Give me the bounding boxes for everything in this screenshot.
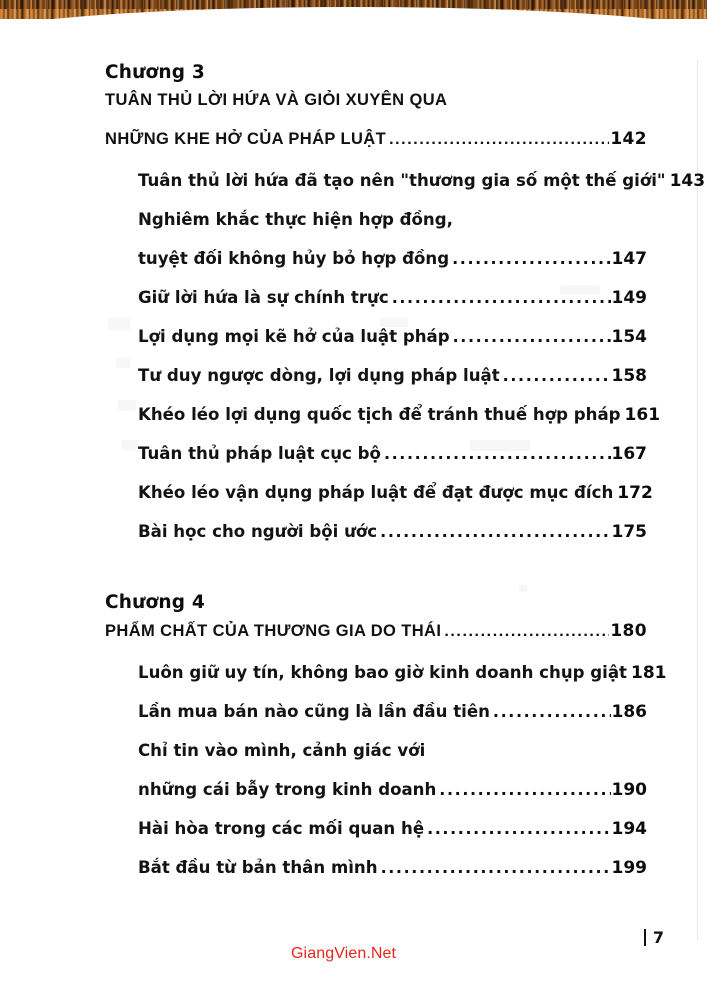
toc-entry-text: Luôn giữ uy tín, không bao giờ kinh doanh chụp giật xyxy=(138,663,627,682)
toc-dot-leader xyxy=(380,524,610,540)
page-folio xyxy=(644,928,664,947)
toc-entry-text: Tư duy ngược dòng, lợi dụng pháp luật xyxy=(138,366,500,385)
toc-entry-row[interactable] xyxy=(138,858,647,878)
toc-entry-text: Bài học cho người bội ước xyxy=(138,522,378,541)
toc-dot-leader xyxy=(452,251,610,267)
toc-entry-text: Khéo léo vận dụng pháp luật để đạt được mục đích xyxy=(138,483,614,502)
toc-page-number: 199 xyxy=(611,858,647,878)
toc-entry-text: Tuân thủ pháp luật cục bộ xyxy=(138,444,381,463)
toc-entry-text: Giữ lời hứa là sự chính trực xyxy=(138,288,389,307)
folio-rule-icon xyxy=(644,929,646,946)
toc-entry-text: những cái bẫy trong kinh doanh xyxy=(138,780,437,799)
toc-entry-row[interactable] xyxy=(138,444,647,464)
toc-page-number: 149 xyxy=(611,288,647,308)
toc-entry-text: Chỉ tin vào mình, cảnh giác với xyxy=(138,741,426,760)
toc-chapter-label[interactable]: Chương 4 xyxy=(105,592,205,613)
toc-entry-text: Tuân thủ lời hứa đã tạo nên "thương gia số một thế giới" xyxy=(138,171,666,190)
toc-entry-row[interactable] xyxy=(138,405,661,425)
toc-entry-text: PHẨM CHẤT CỦA THƯƠNG GIA DO THÁI xyxy=(105,622,442,640)
toc-entry-text: TUÂN THỦ LỜI HỨA VÀ GIỎI XUYÊN QUA xyxy=(105,91,448,109)
toc-entry-row[interactable] xyxy=(138,819,647,839)
toc-chapter-label[interactable]: Chương 3 xyxy=(105,62,205,83)
toc-page-number: 158 xyxy=(611,366,647,386)
toc-page-number: 143 xyxy=(669,171,706,191)
toc-entry-row[interactable] xyxy=(138,210,647,229)
toc-entry-text: Nghiêm khắc thực hiện hợp đồng, xyxy=(138,210,453,229)
toc-entry-row[interactable] xyxy=(138,483,653,503)
toc-entry-text: Bắt đầu từ bản thân mình xyxy=(138,858,378,877)
toc-page-number: 154 xyxy=(611,327,647,347)
toc-entry-row[interactable] xyxy=(138,741,647,760)
toc-dot-leader xyxy=(453,329,611,345)
toc-entry-row[interactable] xyxy=(138,366,647,386)
toc-entry-row[interactable] xyxy=(138,702,647,722)
toc-entry-row[interactable] xyxy=(138,663,667,683)
toc-entry-row[interactable] xyxy=(138,327,647,347)
toc-chapter-title-row[interactable] xyxy=(105,91,647,110)
toc-entry-text: NHỮNG KHE HỞ CỦA PHÁP LUẬT xyxy=(105,130,387,148)
toc-entry-text: tuyệt đối không hủy bỏ hợp đồng xyxy=(138,249,450,268)
toc-entry-row[interactable] xyxy=(138,171,706,191)
toc-chapter-title-row[interactable] xyxy=(105,129,647,149)
toc-dot-leader xyxy=(389,132,609,148)
toc-entry-row[interactable] xyxy=(138,249,647,269)
toc-entry-row[interactable] xyxy=(138,522,647,542)
toc-page-number: 181 xyxy=(631,663,667,683)
toc-page-number: 147 xyxy=(611,249,647,269)
toc-entry-text: Hài hòa trong các mối quan hệ xyxy=(138,819,425,838)
site-watermark: GiangVien.Net xyxy=(291,945,397,962)
toc-dot-leader xyxy=(392,290,611,306)
toc-page-number: 175 xyxy=(611,522,647,542)
toc-dot-leader xyxy=(427,821,610,837)
toc-entry-row[interactable] xyxy=(138,780,647,800)
toc-dot-leader xyxy=(444,624,609,640)
toc-entry-text: Khéo léo lợi dụng quốc tịch để tránh thuế hợp pháp xyxy=(138,405,621,424)
toc-dot-leader xyxy=(503,368,611,384)
toc-page-number: 190 xyxy=(611,780,647,800)
toc-entry-text: Lợi dụng mọi kẽ hở của luật pháp xyxy=(138,327,450,346)
toc-page-number: 142 xyxy=(610,129,647,149)
toc-dot-leader xyxy=(493,704,611,720)
toc-dot-leader xyxy=(384,446,611,462)
toc-page-number: 161 xyxy=(624,405,661,425)
folio-number: 7 xyxy=(652,928,664,947)
toc-page-number: 194 xyxy=(611,819,647,839)
toc-page-number: 172 xyxy=(617,483,653,503)
toc-page-number: 180 xyxy=(610,621,647,641)
toc-dot-leader xyxy=(381,860,611,876)
toc-page-number: 167 xyxy=(611,444,647,464)
toc-dot-leader xyxy=(439,782,610,798)
toc-page-number: 186 xyxy=(611,702,647,722)
toc-entry-text: Lần mua bán nào cũng là lần đầu tiên xyxy=(138,702,490,721)
toc-entry-row[interactable] xyxy=(138,288,647,308)
toc-chapter-title-row[interactable] xyxy=(105,621,647,641)
